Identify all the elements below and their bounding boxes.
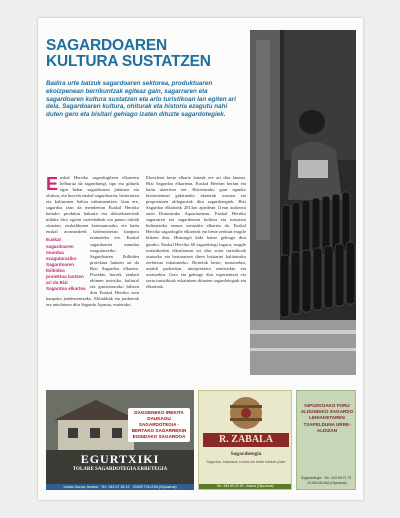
article-title: SAGARDOAREN KULTURA SUSTATZEN: [46, 37, 211, 70]
zabala-description: Sagardoa, bakailaoa, txuleta eta beste hainbat plater: [206, 460, 286, 464]
egurtxiki-address: Urdaiz Auzoa, Amasa · Tel.: 943 67 26 12 · 20400 TOLOSA (Gipuzkoa): [46, 484, 194, 490]
article-lead: Badira urte batzuk sagardoaren sektorea, produktuaren ekoizpenean berrikuntzak egiteaz gain, sagarraren eta sagardoaren kultura sustatzen eta arlo turistikoan lan egiten ari dela. Sagardoaren kultura, ohiturak eta historia ezagutu nahi duten gero eta bisitari gehiago izaten dituzte sagardotegiek.: [46, 80, 237, 119]
gipuzkoa-ad-text: GIPUZKOAKO FORU ALDUNDIKO SAGARDO LEHIAKETAREN TXAPELDUNA URRE-ALDIZAN: [300, 403, 354, 433]
cider-bottling-photo: [250, 30, 356, 375]
pull-quote: Euskal sagardoaren mundua ezagutaraziko Sagardoaren Ibilbidea proiektua lantzen ari da Bizi Sagardoa elkartea: [46, 237, 86, 291]
column-1-intro: uskal Herriko sagardogileen elkarteen helburua da sagardotegi, tipo eta gidarik egin behar sagardoaren jakintza eta ohitura, eta horrela euskal sagardoaren, historiaren eta kulturaren balioa nabarmentzea. Izan ere, sagardoa izan da mendeetan Euskal Herriko bertako produktu bakarra eta dolarebaserriak milaka litro egiten soziedadeak eta peneu tokiak zituzten, euskaldunen kontsumorako eta baita euskal arrantzaleek baleontzietan kanpora eramateko ere.: [46, 175, 139, 241]
egurtxiki-brand: EGURTXIKI: [80, 452, 160, 466]
photo-illustration: [250, 30, 356, 375]
magazine-page: [38, 18, 363, 500]
gipuzkoa-ad-address: Sagardotegia · Tel.: 943 69 07 79 · 20150 ADUNA (Gipuzkoa): [300, 476, 354, 485]
article-column-1: [46, 175, 139, 308]
zabala-name: R. ZABALA: [203, 433, 289, 447]
column-1-rest: Euskal sagardoaren mundua ezagutaraziko Sagardoaren Ibilbidea proiektua lantzen ari da Bizi Sagardoa elkartea. Proiektu horrek zenbait ekimen turistiko, kultural eta gastronomiko biltzen ditu Euskal Herriko zein kanpoko jendearentzako. Ekitaldiak eta jarduerak ere antolatzen ditu Sagardo Apurua, esaterako.: [46, 235, 139, 307]
egurtxiki-subtitle: TOLARE SAGARDOTEGIA ERRETEGIA: [72, 467, 168, 472]
zabala-address: Tel.: 943 69 22 20 · Aduna (Gipuzkoa): [199, 484, 291, 490]
drop-cap: E: [46, 174, 59, 194]
ad-egurtxiki: [46, 390, 194, 490]
article-column-2: Ekoizleen beste elkarte batzuk ere ari dira lanean. Bizi Sagardoa elkartean, Euskal Herrian bertan eta baita atzerrian ere. Horretarako gaur egunko bisitarientzat gidatutako ekintzak sortzen eta proposatzen aldagarriak dira sagardotegiek. Bizi Sagardoa elkarteak 2013an apirilean 11ean aurkeztu zuen Donostiako Aquariumean. Euskal Herriko sagarraren eta sagardoaren kultura eta turismoa bultzatzeko asmoz sortutako elkartea da. Euskal Herriko sagardogile elkarteak eta beste zenbait eragile biltzen ditu. Hirurogei kide baino gehiago ditu gaurko. Euskal Herriko 60 sagardotegi inguru, eragile turistikoekin elkarlanean ari dira sorta turistikoak osatzeko eta bertaratzen diren bisitariei kalitatezko zerbitzua eskaintzeko. Bestetak beste, museoekin, asialdi parkeekin, interpretazio zentroekin eta ostatuekin. Gero eta gehiago dira esperientzia eta sorta turistikoak eskaintzen dituzten sagardotegiak eta elkarteak.: [146, 175, 246, 289]
ad-gipuzkoa-champion: [296, 390, 356, 490]
ad-zabala: [198, 390, 292, 490]
zabala-barrel-icon: [199, 393, 292, 433]
zabala-subtitle: Sagardotegia: [230, 451, 262, 457]
egurtxiki-sign: DAGOENEKO IREKITA DAUKAGU SAGARDOTEGIA - BERTAKO SAGARREKIN EGINDAKO SAGARDOA: [128, 408, 190, 442]
advertisements: [46, 390, 356, 490]
